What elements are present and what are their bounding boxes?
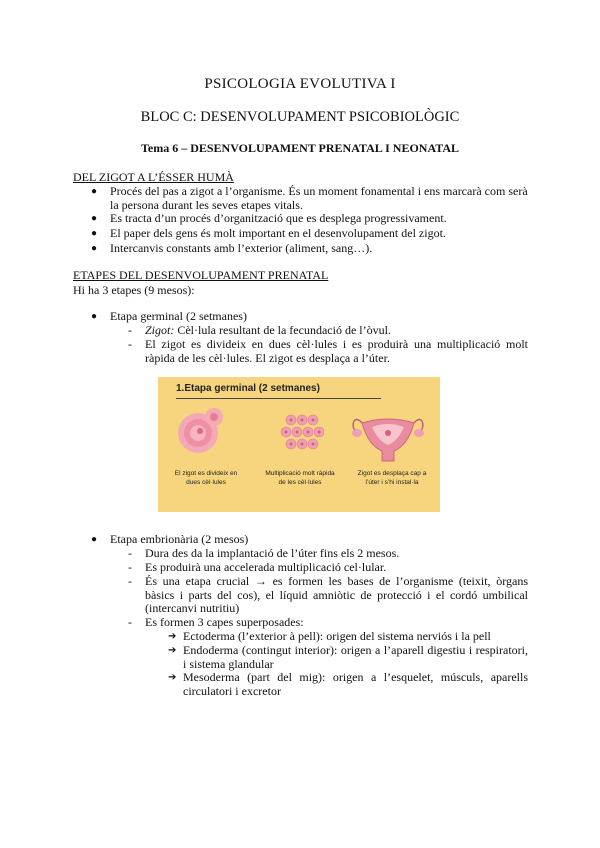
bullet-icon: ● (91, 186, 98, 197)
figure-caption: El zigot es divideix en dues cèl·lules (174, 470, 238, 486)
figure-title: 1.Etapa germinal (2 setmanes) (176, 383, 320, 394)
document-page: PSICOLOGIA EVOLUTIVA I BLOC C: DESENVOLUPAMENT PSICOBIOLÒGIC Tema 6 – DESENVOLUPAMENT PRENATAL I NEONATAL DEL ZIGOT A L’ÉSSER HUMÀ ● Procés del pas a zigot a l’organisme. És un moment fonamental i ens marcarà com serà la persona durant les seves etapes vitals. ● Es tracta d’un procés d’organització que es desplega progressivament. ● El paper dels gens és molt important en el desenvolupament del zigot. ● Intercanvis constants amb l’exterior (aliment, sang…). ETAPES DEL DESENVOLUPAMENT PRENATAL Hi ha 3 etapes (9 mesos): ● Etapa germinal (2 setmanes) - Zigot: Cèl·lula resultant de la fecundació de l’òvul. - El zigot es divideix en dues cèl·lules i es produirà una multiplicació molt ràpida de les cèl·lules. El zigot es desplaça a l’úter. 1.Etapa germinal (2 setmanes) El zigot es divideix en dues cèl·lules Multiplicació molt ràpida de les cèl·lules Zigot es desplaça cap a l’úter i s’hi instal·la ● Etapa embrionària (2 mesos) - Dura des da la implantació de l’úter fins els 2 mesos. - Es produirà una accelerada multiplicació cel·lular. - És una etapa crucial → es formen les bases de l’organisme (teixit, òrgans bàsics i parts del cos), el líquid amniòtic de protecció i el cordó umbilical (intercanvi nutritiu) - Es formen 3 capes superposades: ➔ Ectoderma (l’exterior à pell): origen del sistema nerviós i la pell ➔ Endoderma (contingut interior): origen a l’aparell digestiu i respiratori, i sistema glandular ➔ Mesoderma (part del mig): origen a l’esquelet, músculs, aparells circulatori i excretor (0, 0, 600, 848)
section-heading-etapes: ETAPES DEL DESENVOLUPAMENT PRENATAL (73, 268, 329, 282)
bullet-icon: ● (91, 243, 98, 254)
bloc-title: BLOC C: DESENVOLUPAMENT PSICOBIOLÒGIC (140, 109, 460, 125)
section-heading-zigot: DEL ZIGOT A L’ÉSSER HUMÀ (73, 170, 234, 184)
bullet-icon: ● (91, 213, 98, 224)
figure-caption: Zigot es desplaça cap a l’úter i s’hi instal·la (357, 470, 427, 486)
cell-multiplication-icon (280, 412, 324, 452)
bullet-icon: ● (91, 228, 98, 239)
tema-title: Tema 6 – DESENVOLUPAMENT PRENATAL I NEONATAL (140, 141, 460, 155)
etapes-intro: Hi ha 3 etapes (9 mesos): (73, 283, 195, 297)
zygote-dividing-icon (176, 407, 226, 457)
arrow-right-icon: ➔ (168, 631, 177, 642)
bullet-icon: ● (91, 534, 98, 545)
arrow-right-icon: ➔ (168, 672, 177, 683)
arrow-right-icon: ➔ (168, 645, 177, 656)
etapa-germinal-figure (158, 377, 440, 512)
bullet-icon: ● (91, 311, 98, 322)
document-title: PSICOLOGIA EVOLUTIVA I (204, 76, 396, 92)
figure-caption: Multiplicació molt ràpida de les cèl·lules (265, 470, 335, 486)
uterus-icon (348, 405, 428, 465)
figure-title-underline (176, 398, 381, 399)
